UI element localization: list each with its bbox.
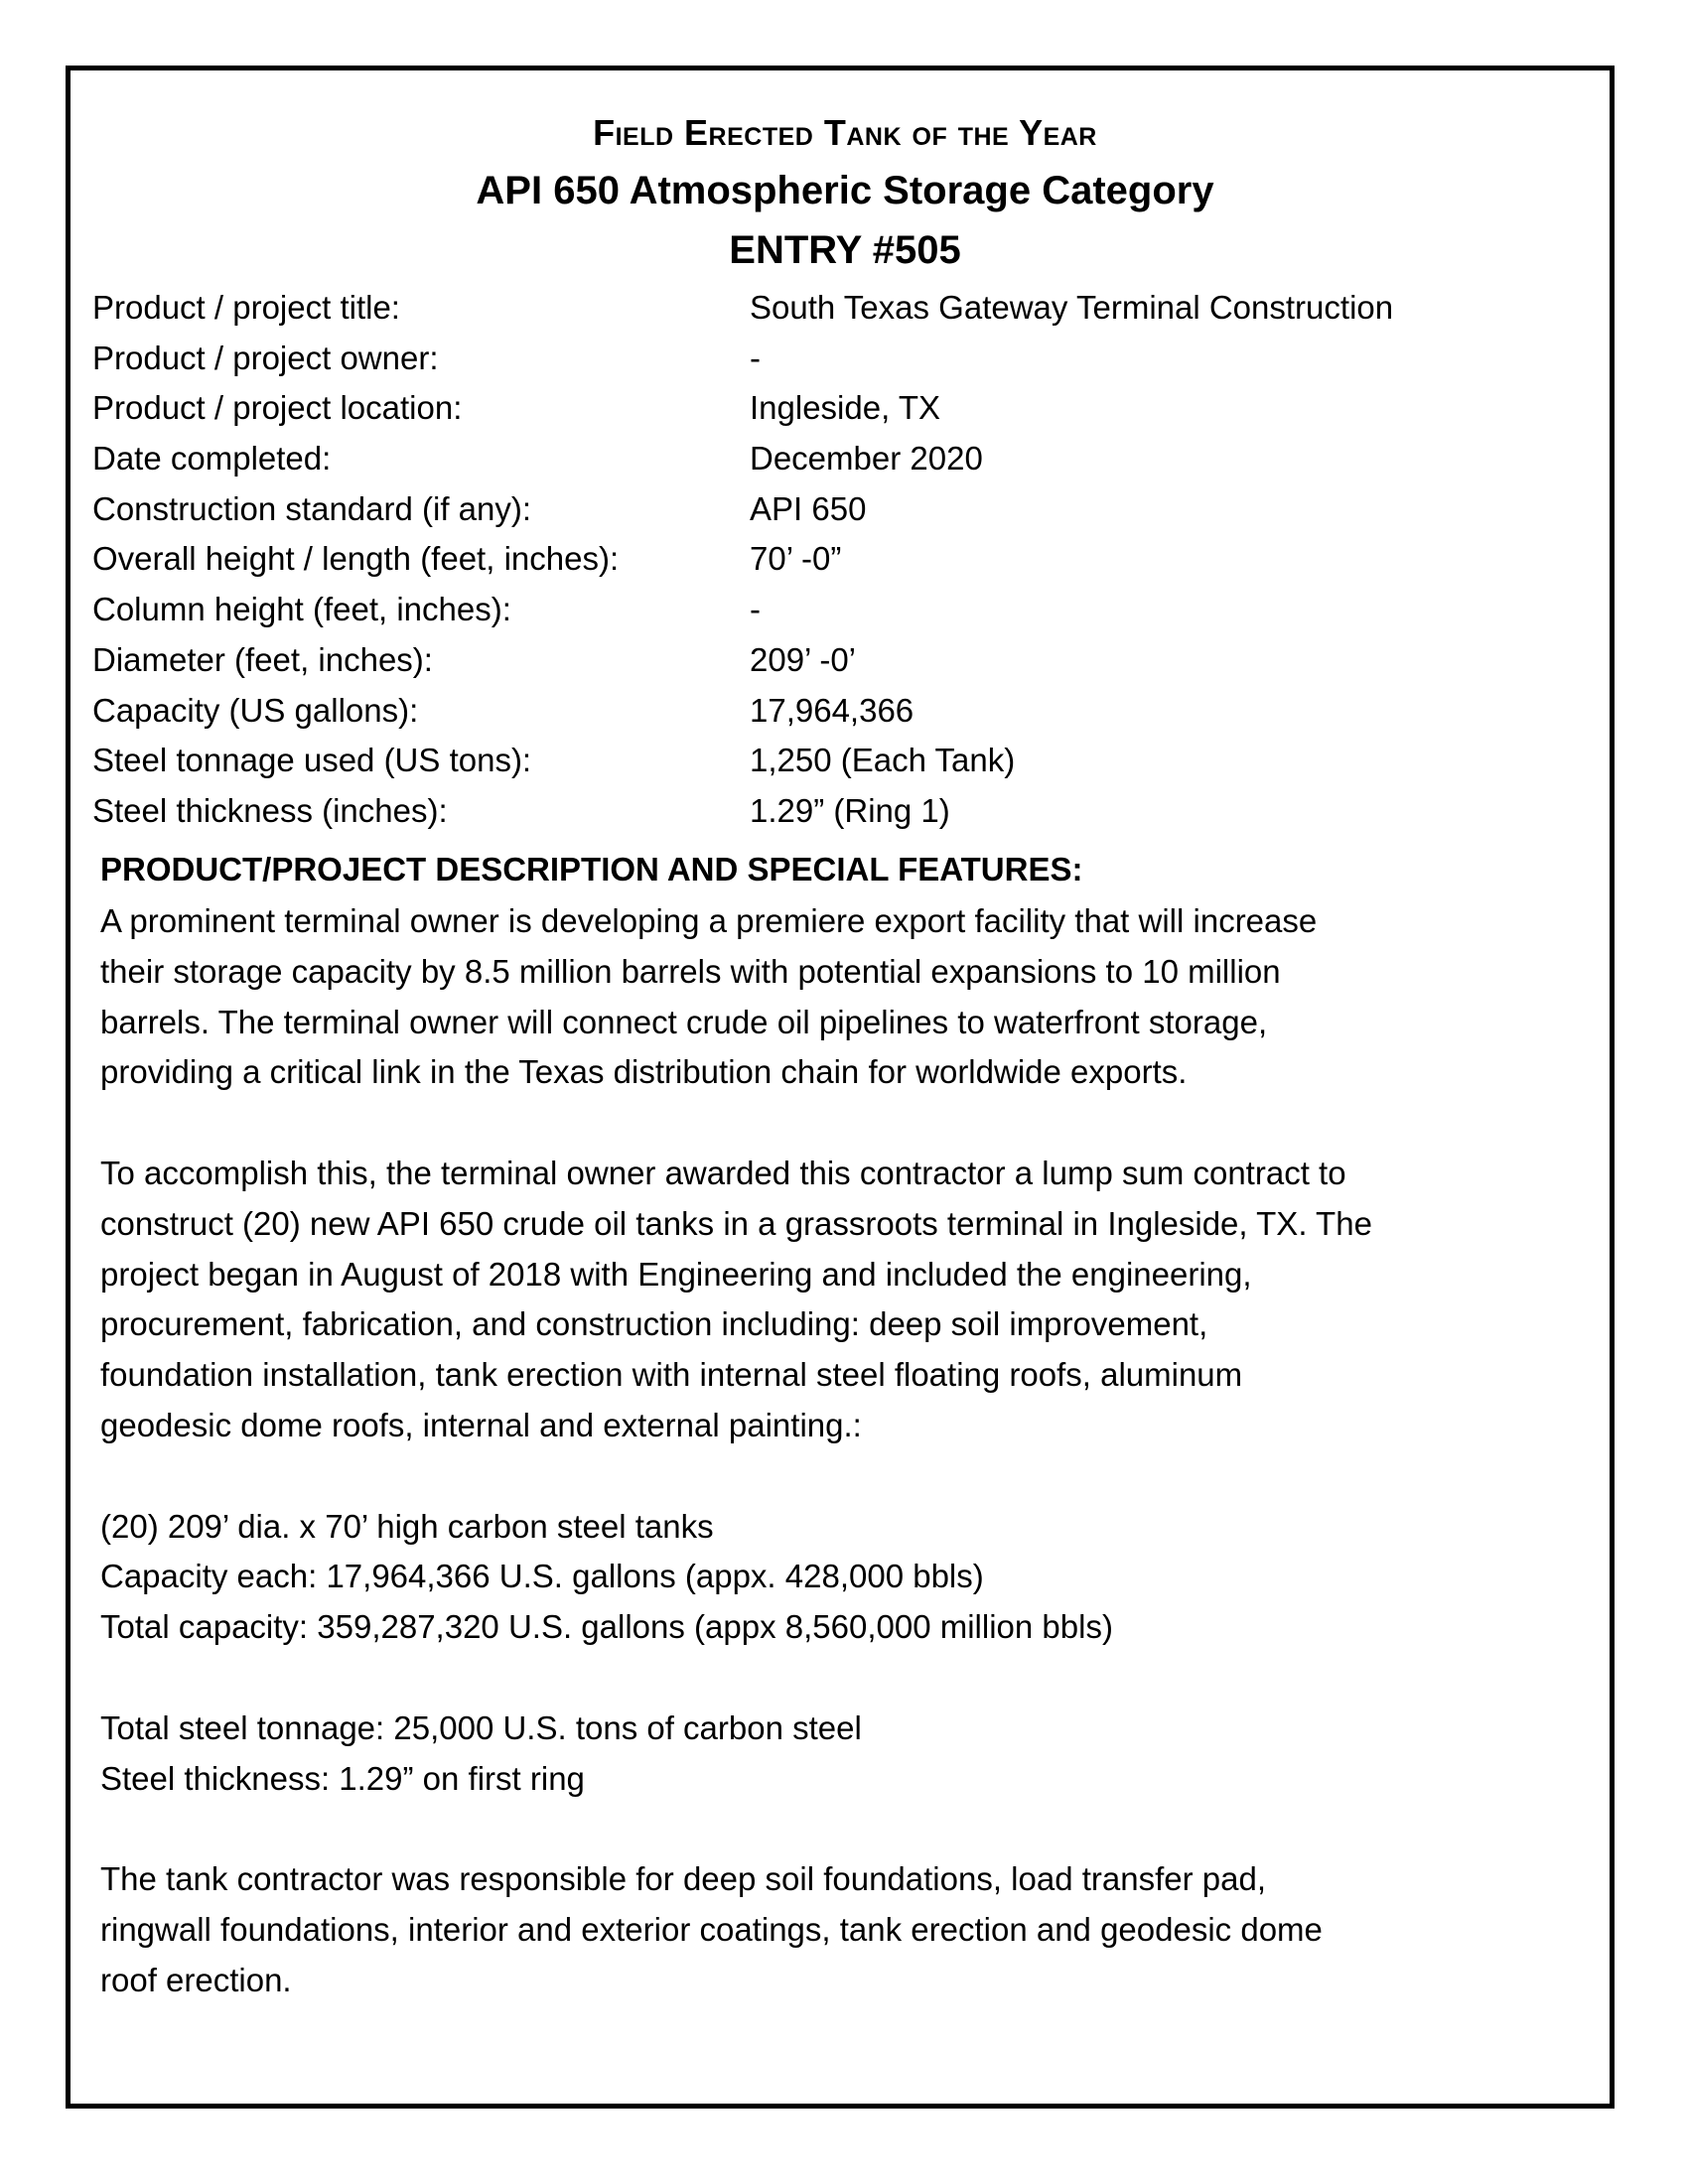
field-value: - bbox=[750, 591, 761, 628]
text-line: To accomplish this, the terminal owner awarded this contractor a lump sum contract to bbox=[100, 1154, 1346, 1191]
text-line: foundation installation, tank erection with internal steel floating roofs, aluminum bbox=[100, 1356, 1243, 1394]
field-value: 17,964,366 bbox=[750, 691, 914, 729]
field-label: Product / project location: bbox=[92, 389, 463, 427]
field-row-capacity bbox=[92, 686, 1582, 737]
field-row-column-height bbox=[92, 585, 1582, 635]
field-value: 1,250 (Each Tank) bbox=[750, 742, 1016, 779]
field-value: South Texas Gateway Terminal Construction bbox=[750, 289, 1394, 326]
description-paragraph bbox=[100, 1854, 1580, 2005]
text-line: Capacity each: 17,964,366 U.S. gallons (appx. 428,000 bbls) bbox=[100, 1558, 984, 1595]
field-label: Diameter (feet, inches): bbox=[92, 640, 433, 678]
field-label: Product / project title: bbox=[92, 289, 400, 326]
text-line: Total capacity: 359,287,320 U.S. gallons (appx 8,560,000 million bbls) bbox=[100, 1608, 1113, 1646]
field-row-owner bbox=[92, 334, 1582, 384]
text-line: Total steel tonnage: 25,000 U.S. tons of carbon steel bbox=[100, 1708, 862, 1746]
field-row-overall-height bbox=[92, 534, 1582, 585]
field-row-construction-standard bbox=[92, 484, 1582, 535]
text-line: geodesic dome roofs, internal and external painting.: bbox=[100, 1406, 862, 1443]
text-line: providing a critical link in the Texas distribution chain for worldwide exports. bbox=[100, 1053, 1188, 1091]
field-label: Steel tonnage used (US tons): bbox=[92, 742, 532, 779]
field-row-steel-thickness bbox=[92, 786, 1582, 837]
description-paragraph bbox=[100, 1149, 1580, 1451]
field-value: - bbox=[750, 339, 761, 376]
field-value: Ingleside, TX bbox=[750, 389, 941, 427]
field-value: 70’ -0” bbox=[750, 540, 842, 578]
description-paragraph bbox=[100, 1502, 1580, 1653]
field-label: Capacity (US gallons): bbox=[92, 691, 419, 729]
text-line: roof erection. bbox=[100, 1961, 292, 1998]
field-row-steel-tonnage bbox=[92, 736, 1582, 786]
text-line: construct (20) new API 650 crude oil tanks in a grassroots terminal in Ingleside, TX. The bbox=[100, 1204, 1372, 1242]
field-label: Date completed: bbox=[92, 440, 332, 478]
field-label: Construction standard (if any): bbox=[92, 489, 532, 527]
category-title: API 650 Atmospheric Storage Category bbox=[476, 169, 1214, 212]
field-label: Overall height / length (feet, inches): bbox=[92, 540, 620, 578]
description-body bbox=[100, 896, 1580, 2056]
field-row-title bbox=[92, 283, 1582, 334]
project-fields bbox=[92, 283, 1582, 837]
field-row-date-completed bbox=[92, 434, 1582, 484]
text-line: their storage capacity by 8.5 million barrels with potential expansions to 10 million bbox=[100, 952, 1281, 990]
field-row-diameter bbox=[92, 635, 1582, 686]
description-paragraph bbox=[100, 1704, 1580, 1805]
description-heading: PRODUCT/PROJECT DESCRIPTION AND SPECIAL FEATURES: bbox=[100, 851, 1083, 887]
field-value: API 650 bbox=[750, 489, 867, 527]
field-value: 1.29” (Ring 1) bbox=[750, 791, 950, 829]
entry-number: ENTRY #505 bbox=[729, 228, 961, 272]
text-line: ringwall foundations, interior and exterior coatings, tank erection and geodesic dome bbox=[100, 1910, 1323, 1948]
document-title: Field Erected Tank of the Year bbox=[593, 112, 1097, 153]
field-value: 209’ -0’ bbox=[750, 640, 857, 678]
text-line: project began in August of 2018 with Engineering and included the engineering, bbox=[100, 1255, 1252, 1293]
text-line: procurement, fabrication, and construction including: deep soil improvement, bbox=[100, 1305, 1208, 1343]
description-paragraph bbox=[100, 896, 1580, 1098]
field-row-location bbox=[92, 383, 1582, 434]
text-line: (20) 209’ dia. x 70’ high carbon steel tanks bbox=[100, 1507, 714, 1545]
text-line: barrels. The terminal owner will connect crude oil pipelines to waterfront storage, bbox=[100, 1003, 1268, 1040]
text-line: The tank contractor was responsible for deep soil foundations, load transfer pad, bbox=[100, 1860, 1267, 1898]
text-line: A prominent terminal owner is developing a premiere export facility that will increase bbox=[100, 902, 1318, 939]
field-label: Product / project owner: bbox=[92, 339, 439, 376]
document-frame bbox=[66, 66, 1615, 2109]
field-label: Column height (feet, inches): bbox=[92, 591, 511, 628]
text-line: Steel thickness: 1.29” on first ring bbox=[100, 1759, 585, 1797]
field-value: December 2020 bbox=[750, 440, 983, 478]
field-label: Steel thickness (inches): bbox=[92, 791, 448, 829]
